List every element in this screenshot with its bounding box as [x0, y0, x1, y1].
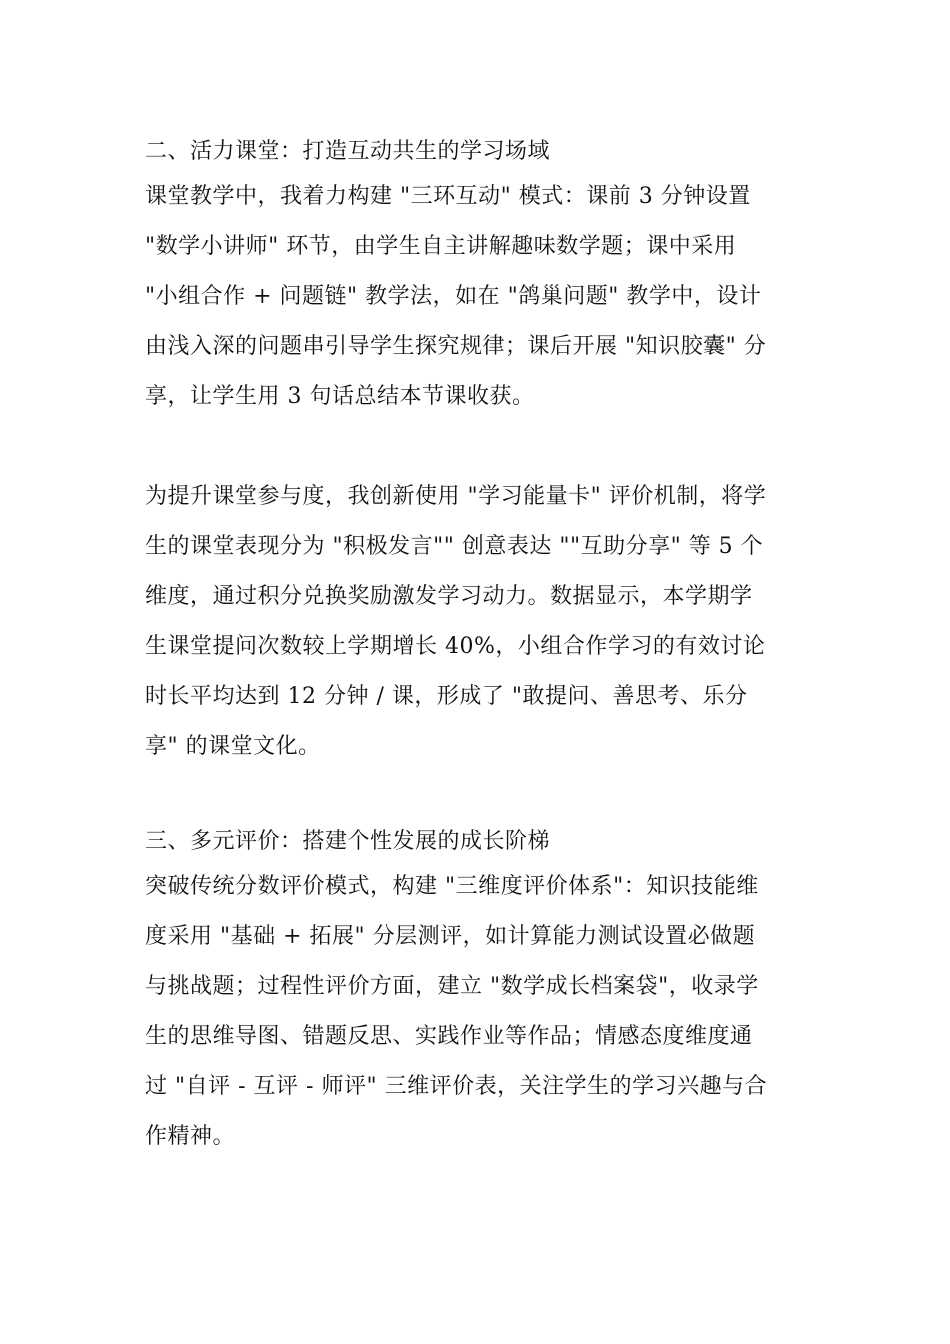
paragraph-line: 生的思维导图、错题反思、实践作业等作品；情感态度维度通 [145, 1024, 753, 1049]
paragraph-line: 享，让学生用 3 句话总结本节课收获。 [145, 384, 535, 409]
paragraph-spacer [145, 772, 810, 822]
paragraph-line: 度采用 "基础 + 拓展" 分层测评，如计算能力测试设置必做题 [145, 924, 756, 949]
paragraph-line: 过 "自评 - 互评 - 师评" 三维评价表，关注学生的学习兴趣与合 [145, 1074, 768, 1099]
paragraph-line: 突破传统分数评价模式，构建 "三维度评价体系"：知识技能维 [145, 874, 759, 899]
paragraph-line: 时长平均达到 12 分钟 / 课，形成了 "敢提问、善思考、乐分 [145, 684, 748, 709]
document-body [145, 132, 810, 1162]
section-heading-3: 三、多元评价：搭建个性发展的成长阶梯 [145, 829, 551, 854]
paragraph-line: "数学小讲师" 环节，由学生自主讲解趣味数学题；课中采用 [145, 234, 737, 259]
paragraph-line: 享" 的课堂文化。 [145, 734, 321, 759]
paragraph-line: 生的课堂表现分为 "积极发言"" 创意表达 ""互助分享" 等 5 个 [145, 534, 764, 559]
paragraph-line: 为提升课堂参与度，我创新使用 "学习能量卡" 评价机制，将学 [145, 484, 767, 509]
paragraph-line: 由浅入深的问题串引导学生探究规律；课后开展 "知识胶囊" 分 [145, 334, 767, 359]
paragraph-classroom-interaction [145, 172, 810, 422]
paragraph-line: "小组合作 + 问题链" 教学法，如在 "鸽巢问题" 教学中，设计 [145, 284, 762, 309]
paragraph-evaluation-system [145, 862, 810, 1162]
paragraph-line: 课堂教学中，我着力构建 "三环互动" 模式：课前 3 分钟设置 [145, 184, 751, 209]
paragraph-line: 与挑战题；过程性评价方面，建立 "数学成长档案袋"，收录学 [145, 974, 759, 999]
paragraph-spacer [145, 422, 810, 472]
paragraph-energy-card [145, 472, 810, 772]
paragraph-line: 生课堂提问次数较上学期增长 40%，小组合作学习的有效讨论 [145, 634, 766, 659]
paragraph-line: 作精神。 [145, 1124, 236, 1149]
section-heading-2: 二、活力课堂：打造互动共生的学习场域 [145, 139, 551, 164]
paragraph-line: 维度，通过积分兑换奖励激发学习动力。数据显示，本学期学 [145, 584, 753, 609]
